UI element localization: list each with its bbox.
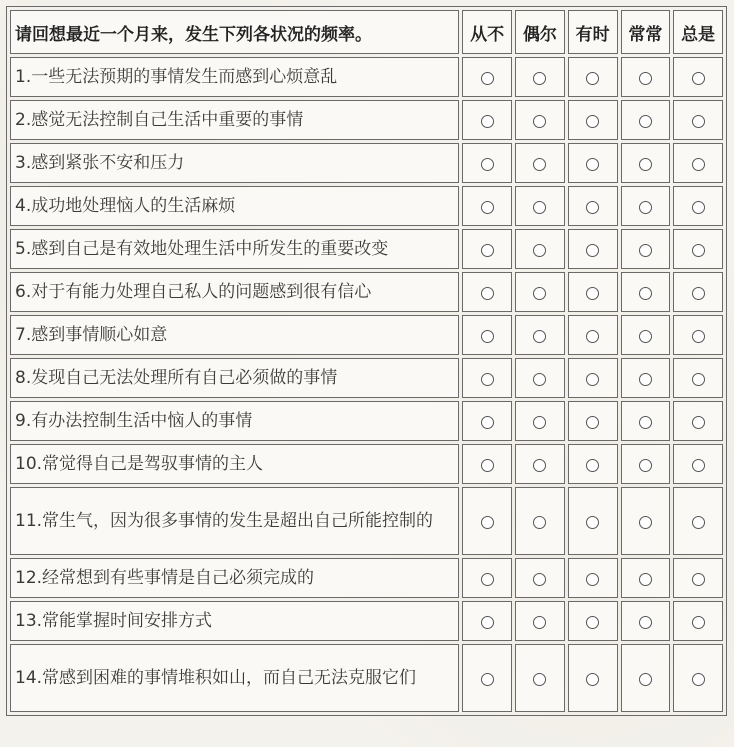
option-cell-occasionally (515, 558, 565, 598)
option-cell-often (621, 444, 671, 484)
radio-always[interactable] (692, 330, 705, 343)
table-row (10, 315, 723, 355)
option-cell-never (462, 57, 512, 97)
radio-sometimes[interactable] (586, 330, 599, 343)
radio-sometimes[interactable] (586, 115, 599, 128)
option-cell-sometimes (568, 186, 618, 226)
option-cell-never (462, 143, 512, 183)
radio-sometimes[interactable] (586, 373, 599, 386)
option-cell-sometimes (568, 315, 618, 355)
radio-never[interactable] (481, 115, 494, 128)
radio-often[interactable] (639, 616, 652, 629)
option-cell-never (462, 100, 512, 140)
table-row (10, 272, 723, 312)
radio-always[interactable] (692, 416, 705, 429)
option-cell-never (462, 358, 512, 398)
option-cell-never (462, 487, 512, 555)
radio-occasionally[interactable] (533, 244, 546, 257)
option-cell-occasionally (515, 644, 565, 712)
option-cell-often (621, 143, 671, 183)
radio-always[interactable] (692, 115, 705, 128)
radio-sometimes[interactable] (586, 201, 599, 214)
option-cell-always (673, 229, 723, 269)
table-row (10, 401, 723, 441)
option-cell-always (673, 601, 723, 641)
radio-often[interactable] (639, 201, 652, 214)
table-row (10, 644, 723, 712)
radio-occasionally[interactable] (533, 516, 546, 529)
table-row (10, 100, 723, 140)
radio-often[interactable] (639, 72, 652, 85)
option-cell-occasionally (515, 272, 565, 312)
question-text: 10.常觉得自己是驾驭事情的主人 (10, 444, 459, 484)
option-cell-often (621, 100, 671, 140)
option-cell-never (462, 558, 512, 598)
option-cell-often (621, 186, 671, 226)
radio-occasionally[interactable] (533, 330, 546, 343)
radio-sometimes[interactable] (586, 459, 599, 472)
radio-occasionally[interactable] (533, 158, 546, 171)
radio-never[interactable] (481, 330, 494, 343)
radio-sometimes[interactable] (586, 616, 599, 629)
stress-survey-table (6, 6, 727, 716)
option-cell-occasionally (515, 57, 565, 97)
radio-sometimes[interactable] (586, 573, 599, 586)
option-cell-often (621, 57, 671, 97)
radio-often[interactable] (639, 244, 652, 257)
option-cell-always (673, 644, 723, 712)
option-cell-occasionally (515, 401, 565, 441)
option-cell-sometimes (568, 100, 618, 140)
radio-always[interactable] (692, 616, 705, 629)
option-cell-always (673, 558, 723, 598)
radio-occasionally[interactable] (533, 72, 546, 85)
option-cell-occasionally (515, 143, 565, 183)
radio-never[interactable] (481, 201, 494, 214)
option-cell-occasionally (515, 358, 565, 398)
option-cell-often (621, 601, 671, 641)
radio-often[interactable] (639, 115, 652, 128)
radio-often[interactable] (639, 158, 652, 171)
radio-sometimes[interactable] (586, 158, 599, 171)
option-cell-always (673, 358, 723, 398)
radio-never[interactable] (481, 158, 494, 171)
option-cell-occasionally (515, 100, 565, 140)
radio-never[interactable] (481, 459, 494, 472)
table-row (10, 186, 723, 226)
question-text: 3.感到紧张不安和压力 (10, 143, 459, 183)
option-cell-often (621, 272, 671, 312)
radio-occasionally[interactable] (533, 616, 546, 629)
option-cell-always (673, 186, 723, 226)
radio-always[interactable] (692, 287, 705, 300)
table-row (10, 558, 723, 598)
radio-never[interactable] (481, 516, 494, 529)
option-cell-never (462, 444, 512, 484)
option-cell-sometimes (568, 601, 618, 641)
option-cell-never (462, 601, 512, 641)
radio-always[interactable] (692, 201, 705, 214)
option-cell-never (462, 315, 512, 355)
option-cell-sometimes (568, 558, 618, 598)
option-cell-occasionally (515, 229, 565, 269)
radio-sometimes[interactable] (586, 416, 599, 429)
radio-never[interactable] (481, 287, 494, 300)
radio-occasionally[interactable] (533, 115, 546, 128)
question-text: 8.发现自己无法处理所有自己必须做的事情 (10, 358, 459, 398)
option-cell-always (673, 143, 723, 183)
radio-always[interactable] (692, 244, 705, 257)
option-cell-always (673, 57, 723, 97)
radio-often[interactable] (639, 330, 652, 343)
option-cell-often (621, 644, 671, 712)
question-header: 请回想最近一个月来，发生下列各状况的频率。 (10, 10, 459, 54)
option-cell-never (462, 272, 512, 312)
option-cell-never (462, 186, 512, 226)
radio-often[interactable] (639, 459, 652, 472)
option-cell-sometimes (568, 401, 618, 441)
option-cell-sometimes (568, 487, 618, 555)
radio-sometimes[interactable] (586, 516, 599, 529)
option-cell-sometimes (568, 229, 618, 269)
radio-always[interactable] (692, 158, 705, 171)
option-header-never: 从不 (462, 10, 512, 54)
radio-occasionally[interactable] (533, 673, 546, 686)
option-cell-sometimes (568, 358, 618, 398)
option-header-always: 总是 (673, 10, 723, 54)
option-cell-sometimes (568, 644, 618, 712)
option-cell-sometimes (568, 143, 618, 183)
option-cell-often (621, 229, 671, 269)
table-row (10, 358, 723, 398)
option-cell-occasionally (515, 487, 565, 555)
header-row (10, 10, 723, 54)
option-cell-never (462, 229, 512, 269)
radio-sometimes[interactable] (586, 244, 599, 257)
radio-often[interactable] (639, 287, 652, 300)
option-cell-never (462, 644, 512, 712)
option-cell-sometimes (568, 57, 618, 97)
option-cell-always (673, 272, 723, 312)
option-cell-often (621, 401, 671, 441)
option-cell-never (462, 401, 512, 441)
table-row (10, 143, 723, 183)
option-header-sometimes: 有时 (568, 10, 618, 54)
radio-always[interactable] (692, 516, 705, 529)
radio-occasionally[interactable] (533, 459, 546, 472)
option-header-often: 常常 (621, 10, 671, 54)
option-cell-occasionally (515, 186, 565, 226)
radio-occasionally[interactable] (533, 373, 546, 386)
radio-never[interactable] (481, 573, 494, 586)
survey-body (10, 57, 723, 712)
radio-sometimes[interactable] (586, 673, 599, 686)
radio-always[interactable] (692, 373, 705, 386)
radio-often[interactable] (639, 516, 652, 529)
option-cell-often (621, 358, 671, 398)
table-row (10, 57, 723, 97)
table-row (10, 487, 723, 555)
radio-often[interactable] (639, 373, 652, 386)
radio-always[interactable] (692, 573, 705, 586)
question-text: 12.经常想到有些事情是自己必须完成的 (10, 558, 459, 598)
table-row (10, 229, 723, 269)
question-text: 7.感到事情顺心如意 (10, 315, 459, 355)
radio-never[interactable] (481, 373, 494, 386)
option-cell-occasionally (515, 315, 565, 355)
radio-never[interactable] (481, 244, 494, 257)
option-cell-often (621, 558, 671, 598)
question-text: 13.常能掌握时间安排方式 (10, 601, 459, 641)
question-text: 1.一些无法预期的事情发生而感到心烦意乱 (10, 57, 459, 97)
option-cell-always (673, 444, 723, 484)
question-text: 9.有办法控制生活中恼人的事情 (10, 401, 459, 441)
option-cell-occasionally (515, 601, 565, 641)
option-cell-occasionally (515, 444, 565, 484)
option-cell-often (621, 315, 671, 355)
radio-never[interactable] (481, 416, 494, 429)
option-cell-often (621, 487, 671, 555)
question-text: 11.常生气，因为很多事情的发生是超出自己所能控制的 (10, 487, 459, 555)
radio-occasionally[interactable] (533, 573, 546, 586)
radio-often[interactable] (639, 573, 652, 586)
radio-never[interactable] (481, 616, 494, 629)
radio-never[interactable] (481, 72, 494, 85)
radio-sometimes[interactable] (586, 287, 599, 300)
radio-sometimes[interactable] (586, 72, 599, 85)
radio-always[interactable] (692, 459, 705, 472)
question-text: 14.常感到困难的事情堆积如山，而自己无法克服它们 (10, 644, 459, 712)
question-text: 4.成功地处理恼人的生活麻烦 (10, 186, 459, 226)
option-cell-always (673, 401, 723, 441)
option-cell-always (673, 487, 723, 555)
question-text: 5.感到自己是有效地处理生活中所发生的重要改变 (10, 229, 459, 269)
radio-occasionally[interactable] (533, 287, 546, 300)
table-row (10, 601, 723, 641)
radio-occasionally[interactable] (533, 201, 546, 214)
radio-always[interactable] (692, 673, 705, 686)
radio-never[interactable] (481, 673, 494, 686)
option-cell-always (673, 315, 723, 355)
question-text: 6.对于有能力处理自己私人的问题感到很有信心 (10, 272, 459, 312)
radio-often[interactable] (639, 416, 652, 429)
radio-often[interactable] (639, 673, 652, 686)
table-row (10, 444, 723, 484)
option-cell-always (673, 100, 723, 140)
option-cell-sometimes (568, 444, 618, 484)
radio-always[interactable] (692, 72, 705, 85)
radio-occasionally[interactable] (533, 416, 546, 429)
option-header-occasionally: 偶尔 (515, 10, 565, 54)
question-text: 2.感觉无法控制自己生活中重要的事情 (10, 100, 459, 140)
option-cell-sometimes (568, 272, 618, 312)
